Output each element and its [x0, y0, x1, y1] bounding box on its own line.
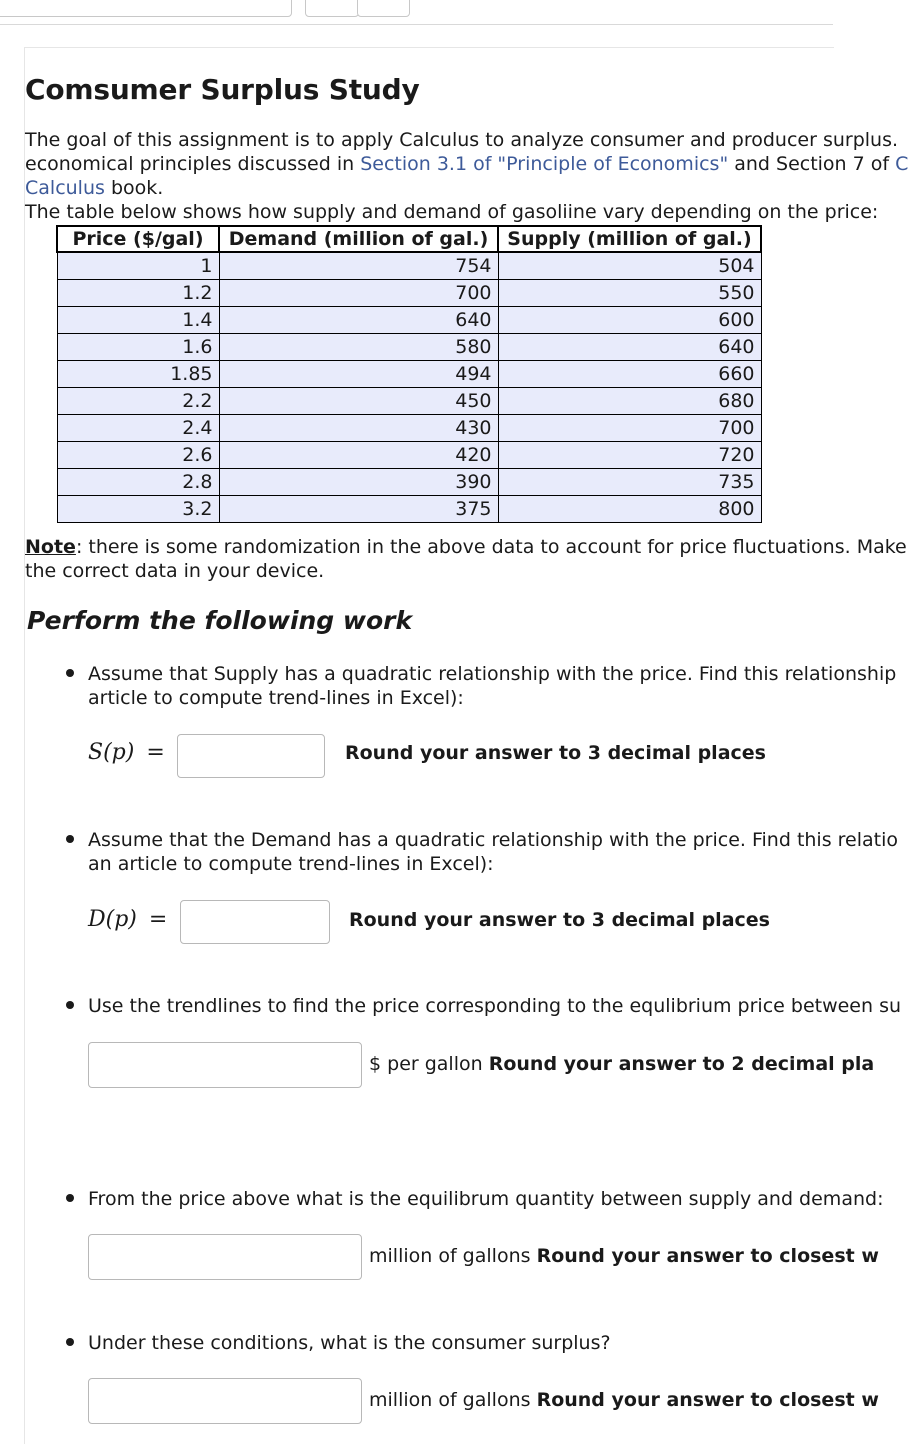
header-demand: Demand (million of gal.)	[219, 226, 498, 252]
question-4-hint: Round your answer to closest w	[536, 1245, 879, 1267]
demand-cell: 700	[219, 280, 498, 307]
toolbar-button-right[interactable]	[357, 0, 410, 17]
intro-text-2a: economical principles discussed in	[25, 153, 361, 175]
table-row	[57, 280, 761, 307]
top-toolbar	[0, 0, 833, 25]
table-row	[57, 415, 761, 442]
supply-cell: 680	[498, 388, 761, 415]
equilibrium-price-input[interactable]	[88, 1042, 362, 1088]
demand-cell: 754	[219, 252, 498, 280]
demand-cell: 390	[219, 469, 498, 496]
price-cell: 2.8	[57, 469, 219, 496]
bullet-icon	[66, 1194, 76, 1204]
question-5-unit-line	[369, 1389, 879, 1411]
demand-cell: 420	[219, 442, 498, 469]
intro-line-1	[25, 129, 898, 152]
demand-function-label	[88, 907, 167, 932]
supply-cell: 700	[498, 415, 761, 442]
price-cell: 1.85	[57, 361, 219, 388]
price-cell: 2.2	[57, 388, 219, 415]
question-3-unit: $ per gallon	[369, 1053, 489, 1075]
price-cell: 1	[57, 252, 219, 280]
calculus-book-link[interactable]: Calculus	[25, 177, 105, 199]
question-3-unit-line	[369, 1053, 874, 1075]
header-supply: Supply (million of gal.)	[498, 226, 761, 252]
consumer-surplus-input[interactable]	[88, 1378, 362, 1424]
page-title: Comsumer Surplus Study	[25, 73, 420, 106]
calculus-book-link-start[interactable]: C	[895, 153, 908, 175]
intro-text-4: The table below shows how supply and demand of gasoliine vary depending on the price:	[25, 201, 879, 223]
supply-cell: 735	[498, 469, 761, 496]
intro-text-3: book.	[104, 177, 164, 199]
supply-cell: 660	[498, 361, 761, 388]
question-5-unit: million of gallons	[369, 1389, 537, 1411]
equals-sign: =	[148, 907, 168, 932]
question-3-hint: Round your answer to 2 decimal pla	[488, 1053, 875, 1075]
demand-function-symbol: D(p)	[88, 907, 137, 932]
supply-demand-table	[56, 225, 762, 523]
supply-function-label	[88, 740, 165, 765]
question-1-hint: Round your answer to 3 decimal places	[345, 742, 766, 764]
note-text-1: : there is some randomization in the above data to account for price fluctuations. Make	[75, 536, 907, 558]
demand-function-input[interactable]	[180, 900, 330, 944]
intro-line-3	[25, 177, 163, 200]
question-2-hint: Round your answer to 3 decimal places	[349, 909, 770, 931]
equilibrium-quantity-input[interactable]	[88, 1234, 362, 1280]
table-row	[57, 334, 761, 361]
question-3-text: Use the trendlines to find the price corresponding to the equlibrium price between su	[88, 995, 902, 1017]
question-5-hint: Round your answer to closest w	[536, 1389, 879, 1411]
top-input-field[interactable]	[0, 0, 292, 17]
demand-cell: 494	[219, 361, 498, 388]
perform-heading: Perform the following work	[27, 606, 413, 635]
intro-line-2	[25, 153, 908, 176]
intro-line-4	[25, 201, 878, 224]
question-4-unit: million of gallons	[369, 1245, 537, 1267]
table-row	[57, 442, 761, 469]
note-line-1	[25, 535, 907, 559]
question-4-text: From the price above what is the equilibrum quantity between supply and demand:	[88, 1188, 884, 1210]
demand-cell: 640	[219, 307, 498, 334]
demand-cell: 580	[219, 334, 498, 361]
header-price: Price ($/gal)	[57, 226, 219, 252]
demand-cell: 430	[219, 415, 498, 442]
supply-cell: 600	[498, 307, 761, 334]
bullet-icon	[66, 1338, 76, 1348]
question-5-text: Under these conditions, what is the consumer surplus?	[88, 1332, 611, 1354]
supply-cell: 550	[498, 280, 761, 307]
price-cell: 1.6	[57, 334, 219, 361]
table-header-row	[57, 226, 761, 252]
note-label: Note	[25, 536, 76, 558]
bullet-icon	[66, 835, 76, 845]
supply-cell: 504	[498, 252, 761, 280]
supply-cell: 720	[498, 442, 761, 469]
question-2-line-1: Assume that the Demand has a quadratic relationship with the price. Find this relatio	[88, 829, 899, 851]
intro-text-1: The goal of this assignment is to apply Calculus to analyze consumer and producer surplus.	[25, 129, 899, 151]
intro-text-2b: and Section 7 of	[728, 153, 896, 175]
note-text-2: the correct data in your device.	[25, 560, 325, 582]
section-3-1-link[interactable]: Section 3.1 of "Principle of Economics"	[360, 153, 729, 175]
supply-function-symbol: S(p)	[88, 740, 135, 765]
bullet-icon	[66, 669, 76, 679]
price-cell: 1.2	[57, 280, 219, 307]
question-1-line-2: article to compute trend-lines in Excel):	[88, 687, 464, 709]
table-row	[57, 496, 761, 523]
equals-sign: =	[146, 740, 165, 765]
question-4-unit-line	[369, 1245, 879, 1267]
price-cell: 2.6	[57, 442, 219, 469]
table-row	[57, 361, 761, 388]
supply-cell: 640	[498, 334, 761, 361]
note-paragraph	[25, 535, 907, 583]
question-2-line-2: an article to compute trend-lines in Excel):	[88, 853, 494, 875]
price-cell: 3.2	[57, 496, 219, 523]
demand-cell: 375	[219, 496, 498, 523]
table-row	[57, 469, 761, 496]
supply-cell: 800	[498, 496, 761, 523]
price-cell: 1.4	[57, 307, 219, 334]
bullet-icon	[66, 1001, 76, 1011]
price-cell: 2.4	[57, 415, 219, 442]
table-row	[57, 388, 761, 415]
demand-cell: 450	[219, 388, 498, 415]
table-row	[57, 307, 761, 334]
table-row	[57, 252, 761, 280]
toolbar-button-left[interactable]	[305, 0, 359, 17]
question-1-line-1: Assume that Supply has a quadratic relationship with the price. Find this relationship	[88, 663, 897, 685]
supply-function-input[interactable]	[177, 734, 325, 778]
